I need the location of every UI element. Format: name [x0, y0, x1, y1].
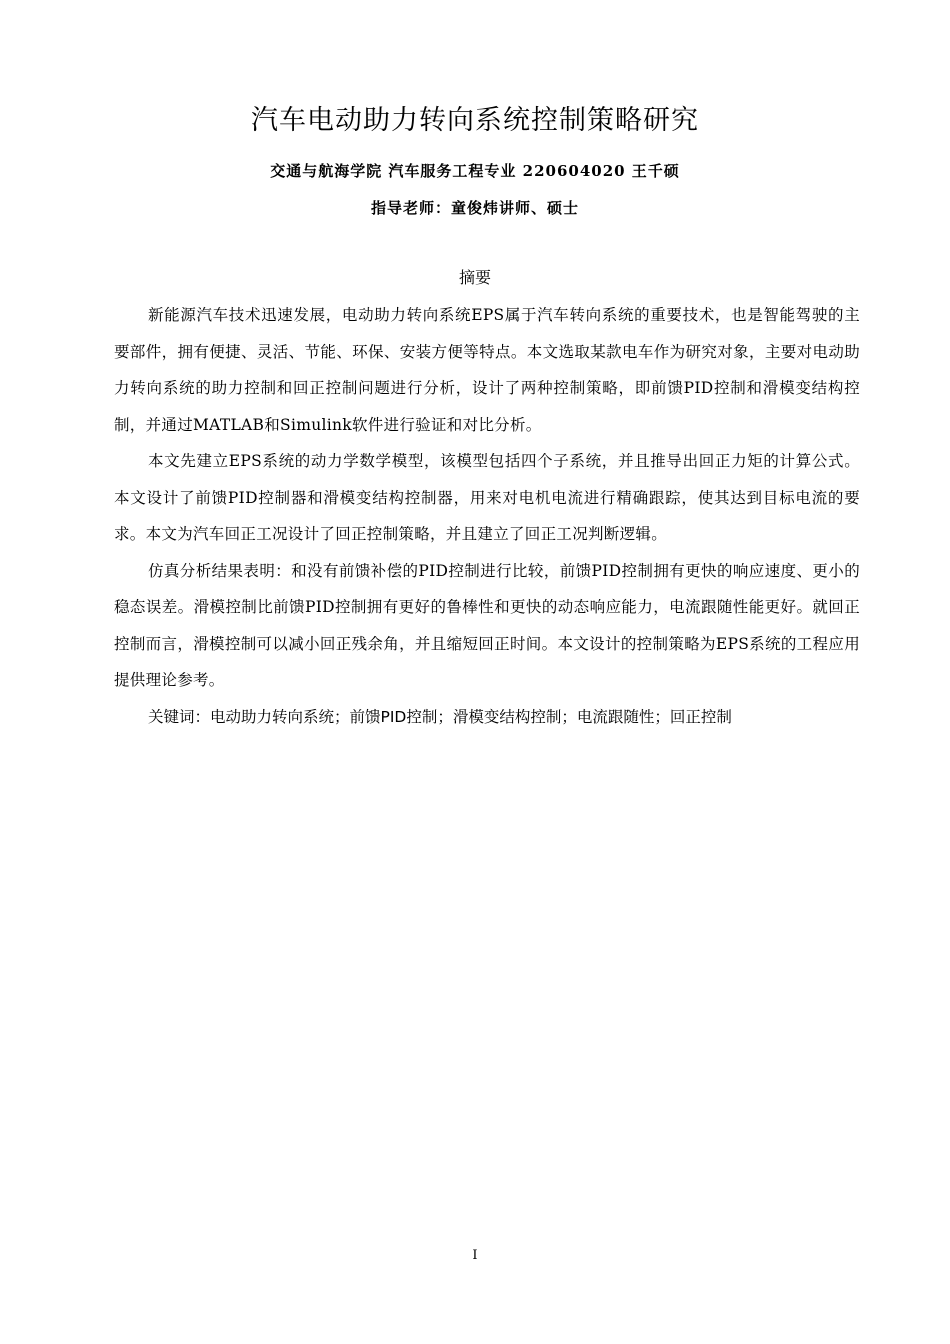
paper-title: 汽车电动助力转向系统控制策略研究 — [251, 105, 699, 136]
abstract-paragraph: 本文先建立EPS系统的动力学数学模型，该模型包括四个子系统，并且推导出回正力矩的计算公式。本文设计了前馈PID控制器和滑模变结构控制器，用来对电机电流进行精确跟踪，使其达到目标电流的要求。本文为汽车回正工况设计了回正控制策略，并且建立了回正工况判断逻辑。 — [114, 452, 860, 543]
page-number: I — [472, 1248, 478, 1263]
abstract-body — [114, 297, 860, 735]
abstract-paragraph: 仿真分析结果表明：和没有前馈补偿的PID控制进行比较，前馈PID控制拥有更快的响应速度、更小的稳态误差。滑模控制比前馈PID控制拥有更好的鲁棒性和更快的动态响应能力，电流跟随性能更好。就回正控制而言，滑模控制可以减小回正残余角，并且缩短回正时间。本文设计的控制策略为EPS系统的工程应用提供理论参考。 — [114, 561, 860, 689]
abstract-heading: 摘要 — [458, 268, 491, 287]
keywords-line: 关键词：电动助力转向系统；前馈PID控制；滑模变结构控制；电流跟随性；回正控制 — [148, 707, 732, 726]
advisor-line: 指导老师：童俊炜讲师、硕士 — [370, 199, 579, 217]
abstract-paragraph: 新能源汽车技术迅速发展，电动助力转向系统EPS属于汽车转向系统的重要技术，也是智能驾驶的主要部件，拥有便捷、灵活、节能、环保、安装方便等特点。本文选取某款电车作为研究对象，主要对电动助力转向系统的助力控制和回正控制问题进行分析，设计了两种控制策略，即前馈PID控制和滑模变结构控制，并通过MATLAB和Simulink软件进行验证和对比分析。 — [114, 306, 860, 434]
author-line: 交通与航海学院 汽车服务工程专业 220604020 王千硕 — [270, 162, 680, 180]
